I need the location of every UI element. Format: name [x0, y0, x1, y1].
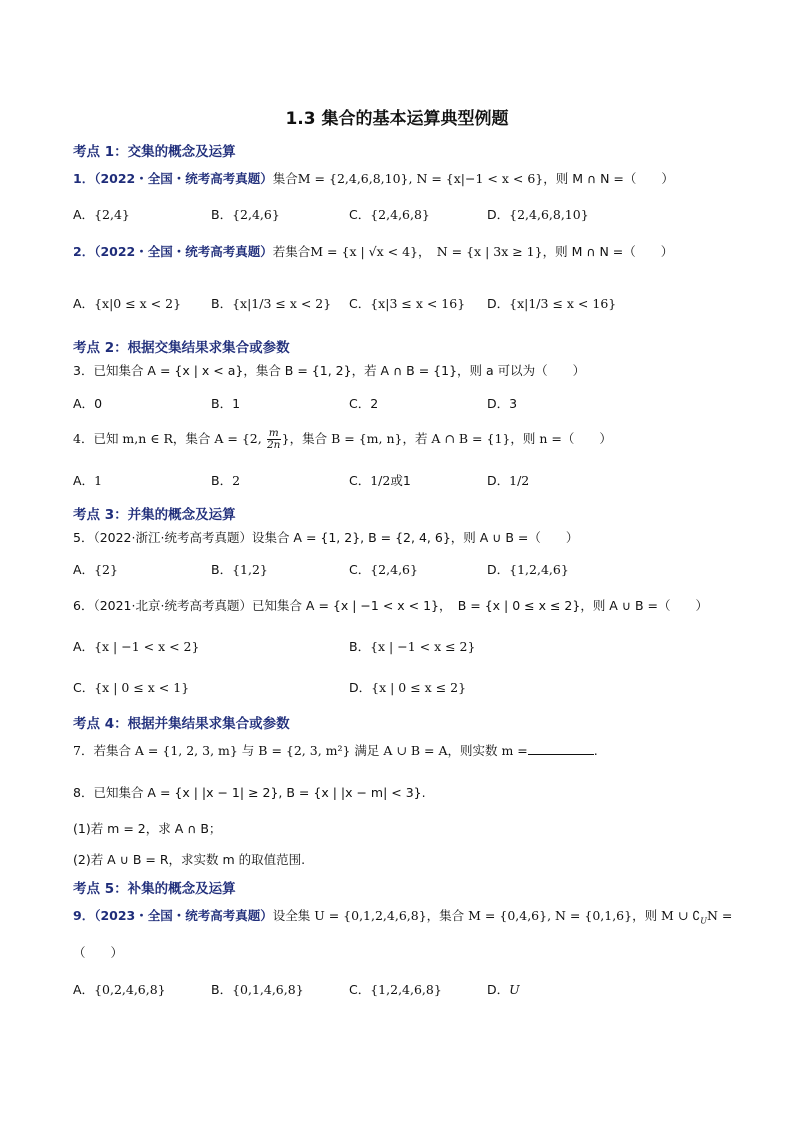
question-6-option-a[interactable]: A．{x | −1 < x < 2}: [73, 639, 200, 654]
question-2-post: ，则 M ∩ N =（ ）: [542, 244, 674, 259]
question-1-option-b[interactable]: B．{2,4,6}: [211, 207, 280, 222]
question-1-number: 1．: [73, 171, 95, 186]
question-4-post: }，集合 B = {m, n}，若 A ∩ B = {1}，则 n =（ ）: [281, 431, 612, 446]
question-3-option-c[interactable]: C．2: [349, 396, 379, 411]
question-8-part-2: (2)若 A ∪ B = R，求实数 m 的取值范围.: [73, 852, 306, 867]
question-5-option-a[interactable]: A．{2}: [73, 562, 118, 577]
section-heading-1: 考点 1：交集的概念及运算: [73, 144, 236, 160]
question-7-text: 7．若集合 A = {1, 2, 3, m} 与 B = {2, 3, m²} 满足 A ∪ B = A，则实数 m =: [73, 743, 528, 758]
question-9-paren: （ ）: [73, 945, 124, 960]
question-2-option-b[interactable]: B．{x|1/3 ≤ x < 2}: [211, 296, 332, 311]
question-4-option-c[interactable]: C．1/2或1: [349, 473, 411, 488]
question-2-option-a[interactable]: A．{x|0 ≤ x < 2}: [73, 296, 182, 311]
question-7-period: .: [593, 743, 598, 758]
question-1-option-a[interactable]: A．{2,4}: [73, 207, 130, 222]
question-9-option-d[interactable]: D．U: [487, 982, 520, 997]
question-2-sets: M = {x | √x < 4}， N = {x | 3x ≥ 1}: [310, 244, 543, 259]
question-1-stem: [73, 170, 674, 188]
complement-subscript: U: [700, 916, 707, 926]
question-1-post: ，则 M ∩ N =（ ）: [543, 171, 674, 186]
question-9-option-b[interactable]: B．{0,1,4,6,8}: [211, 982, 304, 997]
question-3-stem: 3．已知集合 A = {x | x < a}，集合 B = {1, 2}，若 A ∩ B = {1}，则 a 可以为（ ）: [73, 363, 586, 378]
section-heading-3: 考点 3：并集的概念及运算: [73, 507, 236, 523]
question-5-stem: 5．（2022·浙江·统考高考真题）设集合 A = {1, 2}, B = {2, 4, 6}，则 A ∪ B =（ ）: [73, 530, 579, 545]
question-8-stem: 8．已知集合 A = {x | |x − 1| ≥ 2}, B = {x | |x − m| < 3}.: [73, 785, 426, 800]
question-2-option-d[interactable]: D．{x|1/3 ≤ x < 16}: [487, 296, 617, 311]
question-3-option-d[interactable]: D．3: [487, 396, 518, 411]
question-1-pre: 集合: [272, 171, 298, 186]
question-6-option-c[interactable]: C．{x | 0 ≤ x < 1}: [73, 680, 190, 695]
question-3-option-b[interactable]: B．1: [211, 396, 241, 411]
question-8-part-1: (1)若 m = 2，求 A ∩ B；: [73, 821, 222, 836]
question-4-option-d[interactable]: D．1/2: [487, 473, 530, 488]
question-6-stem: 6．（2021·北京·统考高考真题）已知集合 A = {x | −1 < x < 1}， B = {x | 0 ≤ x ≤ 2}，则 A ∪ B =（ ）: [73, 598, 708, 613]
question-7-stem: [73, 742, 598, 760]
question-2-source: （2022・全国・统考高考真题）: [94, 244, 273, 259]
question-9-option-c[interactable]: C．{1,2,4,6,8}: [349, 982, 442, 997]
question-9-option-a[interactable]: A．{0,2,4,6,8}: [73, 982, 166, 997]
question-5-option-b[interactable]: B．{1,2}: [211, 562, 268, 577]
question-1-option-c[interactable]: C．{2,4,6,8}: [349, 207, 430, 222]
question-6-option-b[interactable]: B．{x | −1 < x ≤ 2}: [349, 639, 476, 654]
question-6-option-d[interactable]: D．{x | 0 ≤ x ≤ 2}: [349, 680, 467, 695]
question-5-option-d[interactable]: D．{1,2,4,6}: [487, 562, 569, 577]
section-heading-2: 考点 2：根据交集结果求集合或参数: [73, 340, 290, 356]
question-4-pre: 4．已知 m,n ∈ R，集合 A = {2,: [73, 431, 266, 446]
question-9-source: （2023・全国・统考高考真题）: [94, 908, 273, 923]
question-1-source: （2022・全国・统考高考真题）: [94, 171, 273, 186]
question-5-option-c[interactable]: C．{2,4,6}: [349, 562, 418, 577]
question-1-sets: M = {2,4,6,8,10}, N = {x|−1 < x < 6}: [297, 171, 544, 186]
question-9-number: 9．: [73, 908, 95, 923]
page-title: 1.3 集合的基本运算典型例题: [285, 109, 509, 129]
question-2-pre: 若集合: [272, 244, 311, 259]
question-9-end: N =: [707, 908, 733, 923]
question-2-stem: [73, 243, 673, 261]
question-3-option-a[interactable]: A．0: [73, 396, 103, 411]
question-1-option-d[interactable]: D．{2,4,6,8,10}: [487, 207, 589, 222]
answer-blank[interactable]: [528, 742, 594, 755]
question-9-text: 设全集 U = {0,1,2,4,6,8}，集合 M = {0,4,6}, N = {0,1,6}，则 M ∪ ∁: [272, 908, 701, 923]
question-2-option-c[interactable]: C．{x|3 ≤ x < 16}: [349, 296, 466, 311]
section-heading-4: 考点 4：根据并集结果求集合或参数: [73, 716, 290, 732]
section-heading-5: 考点 5：补集的概念及运算: [73, 881, 236, 897]
question-4-option-a[interactable]: A．1: [73, 473, 103, 488]
question-4-stem: [73, 428, 612, 451]
question-9-stem: [73, 907, 732, 931]
question-4-option-b[interactable]: B．2: [211, 473, 241, 488]
question-2-number: 2．: [73, 244, 95, 259]
question-4-fraction: $\frac{m}{2n}$: [266, 427, 281, 451]
